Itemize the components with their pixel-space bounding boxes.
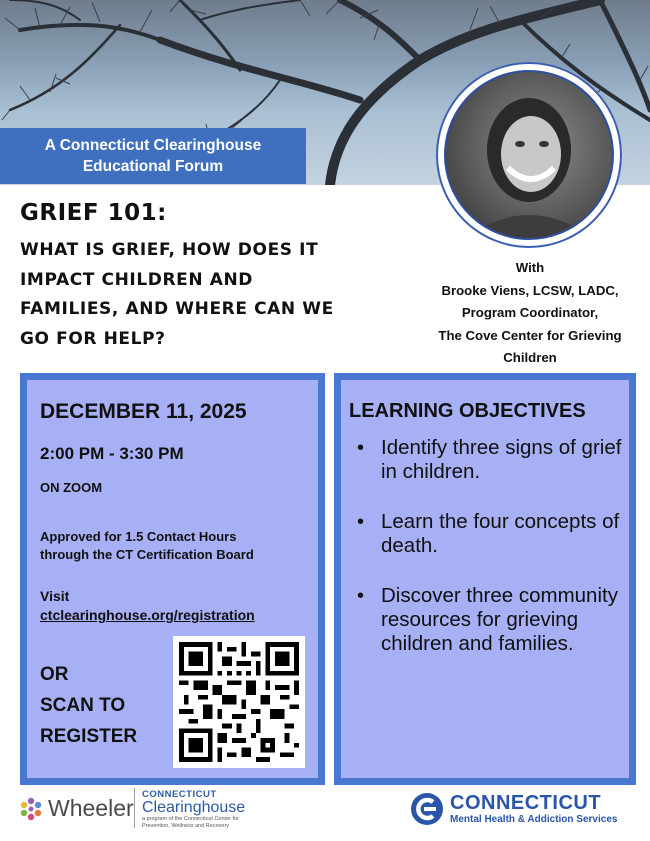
banner-line2: Educational Forum [82, 158, 224, 175]
visit-block [40, 587, 255, 625]
qr-code-icon [179, 642, 299, 762]
dmhas-logo [410, 792, 617, 826]
ctc-line2: Clearinghouse [142, 799, 246, 816]
approval-note [40, 528, 320, 563]
presenter-with: With [515, 260, 545, 275]
objective-item [341, 584, 629, 656]
page-title: GRIEF 101: [20, 200, 167, 226]
scan-line: OR [40, 664, 69, 685]
subtitle-line: FAMILIES, AND WHERE CAN WE [20, 299, 334, 319]
forum-banner [0, 128, 306, 184]
approval-line: through the CT Certification Board [40, 546, 254, 562]
footer-divider [134, 788, 135, 828]
presenter-line: Brooke Viens, LCSW, LADC, [441, 282, 619, 298]
dmhas-text [450, 792, 617, 826]
registration-link[interactable]: ctclearinghouse.org/registration [40, 607, 255, 623]
dmhas-name: CONNECTICUT [450, 792, 602, 814]
dmhas-c-icon [410, 792, 444, 826]
presenter-line: Program Coordinator, [461, 305, 599, 320]
event-details-panel [20, 373, 325, 785]
approval-line: Approved for 1.5 Contact Hours [40, 529, 237, 544]
scan-line: SCAN TO [40, 695, 126, 716]
presenter-photo [444, 70, 614, 240]
clearinghouse-logo [142, 789, 252, 830]
banner-line1: A Connecticut Clearinghouse [44, 137, 262, 154]
event-time: 2:00 PM - 3:30 PM [40, 444, 184, 463]
objectives-heading: LEARNING OBJECTIVES [349, 400, 586, 422]
event-date: DECEMBER 11, 2025 [40, 400, 247, 423]
bullet-icon: • [357, 585, 365, 607]
presenter-line: Children [503, 350, 557, 365]
subtitle-line: IMPACT CHILDREN AND [20, 269, 254, 290]
event-platform: ON ZOOM [40, 480, 103, 495]
subtitle-line: GO FOR HELP? [20, 328, 166, 349]
visit-label: Visit [40, 588, 70, 604]
wheeler-logo [18, 795, 134, 822]
subtitle [20, 236, 400, 354]
ctc-line1: CONNECTICUT [142, 789, 217, 800]
presenter-line: The Cove Center for Grieving [438, 327, 622, 343]
objective-item [341, 510, 629, 558]
objective-text: Discover three community resources for grieving children and families. [381, 584, 618, 655]
bullet-icon: • [357, 437, 365, 459]
wheeler-text: Wheeler [48, 795, 134, 821]
wheeler-flower-icon [18, 796, 44, 822]
subtitle-line: WHAT IS GRIEF, HOW DOES IT [20, 240, 319, 260]
qr-code[interactable] [173, 636, 305, 768]
presenter-info [420, 257, 640, 370]
learning-objectives-panel [334, 373, 636, 785]
bullet-icon: • [357, 511, 365, 533]
objective-text: Learn the four concepts of death. [381, 510, 620, 557]
ctc-line3: a program of the Connecticut Center for Prevention, Wellness and Recovery [142, 816, 239, 829]
scan-line: REGISTER [40, 726, 138, 747]
objective-item [341, 436, 629, 484]
scan-to-register [40, 659, 137, 752]
objectives-list [341, 436, 629, 682]
objective-text: Identify three signs of grief in children. [381, 436, 622, 483]
dmhas-subtitle: Mental Health & Addiction Services [450, 814, 618, 825]
